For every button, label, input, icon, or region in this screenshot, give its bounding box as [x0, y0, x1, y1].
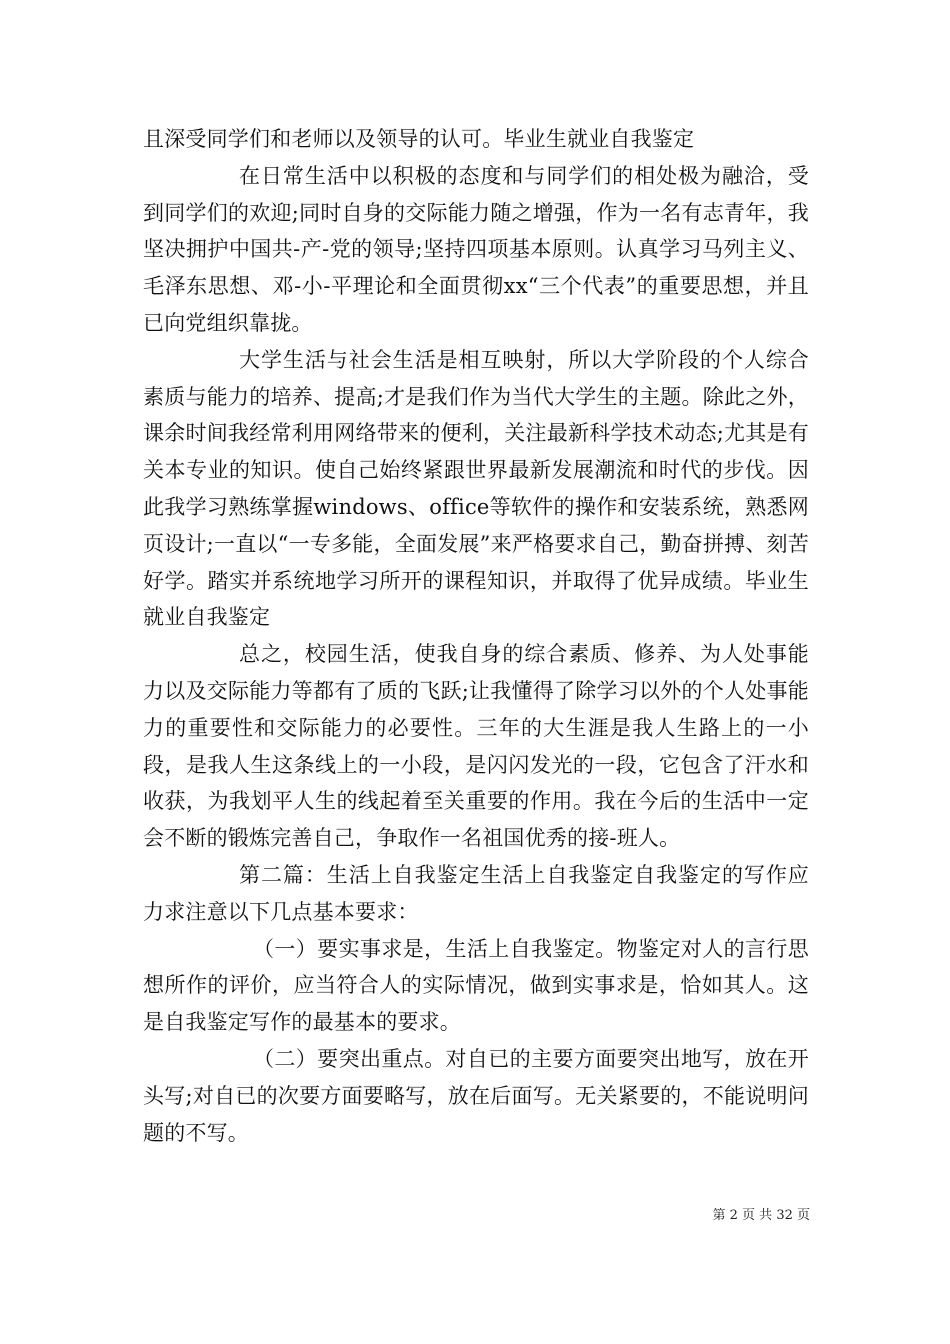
paragraph-second-article-heading: 第二篇：生活上自我鉴定生活上自我鉴定自我鉴定的写作应力求注意以下几点基本要求：	[143, 862, 809, 924]
document-body	[143, 121, 809, 1151]
paragraph-continuation: 且深受同学们和老师以及领导的认可。毕业生就业自我鉴定	[143, 127, 695, 151]
paragraph-requirement-one: （一）要实事求是，生活上自我鉴定。物鉴定对人的言行思想所作的评价，应当符合人的实际情况，做到实事求是，恰如其人。这是自我鉴定写作的最基本的要求。	[143, 936, 809, 1035]
paragraph-requirement-two: （二）要突出重点。对自已的主要方面要突出地写，放在开头写;对自已的次要方面要略写，放在后面写。无关紧要的，不能说明问题的不写。	[143, 1046, 809, 1145]
page-number-footer: 第 2 页 共 32 页	[712, 1208, 810, 1223]
paragraph-daily-life: 在日常生活中以积极的态度和与同学们的相处极为融洽，受到同学们的欢迎;同时自身的交际能力随之增强，作为一名有志青年，我坚决拥护中国共-产-党的领导;坚持四项基本原则。认真学习马列主义、毛泽东思想、邓-小-平理论和全面贯彻xx“三个代表”的重要思想，并且已向党组织靠拢。	[143, 163, 809, 335]
paragraph-university-life: 大学生活与社会生活是相互映射，所以大学阶段的个人综合素质与能力的培养、提高;才是我们作为当代大学生的主题。除此之外，课余时间我经常利用网络带来的便利，关注最新科学技术动态;尤其是有关本专业的知识。使自己始终紧跟世界最新发展潮流和时代的步伐。因此我学习熟练掌握windows、office等软件的操作和安装系统，熟悉网页设计;一直以“一专多能，全面发展”来严格要求自己，勤奋拼搏、刻苦好学。踏实并系统地学习所开的课程知识，并取得了优异成绩。毕业生就业自我鉴定	[143, 347, 809, 630]
paragraph-conclusion: 总之，校园生活，使我自身的综合素质、修养、为人处事能力以及交际能力等都有了质的飞跃;让我懂得了除学习以外的个人处事能力的重要性和交际能力的必要性。三年的大生涯是我人生路上的一小段，是我人生这条线上的一小段，是闪闪发光的一段，它包含了汗水和收获，为我划平人生的线起着至关重要的作用。我在今后的生活中一定会不断的锻炼完善自己，争取作一名祖国优秀的接-班人。	[143, 642, 809, 851]
